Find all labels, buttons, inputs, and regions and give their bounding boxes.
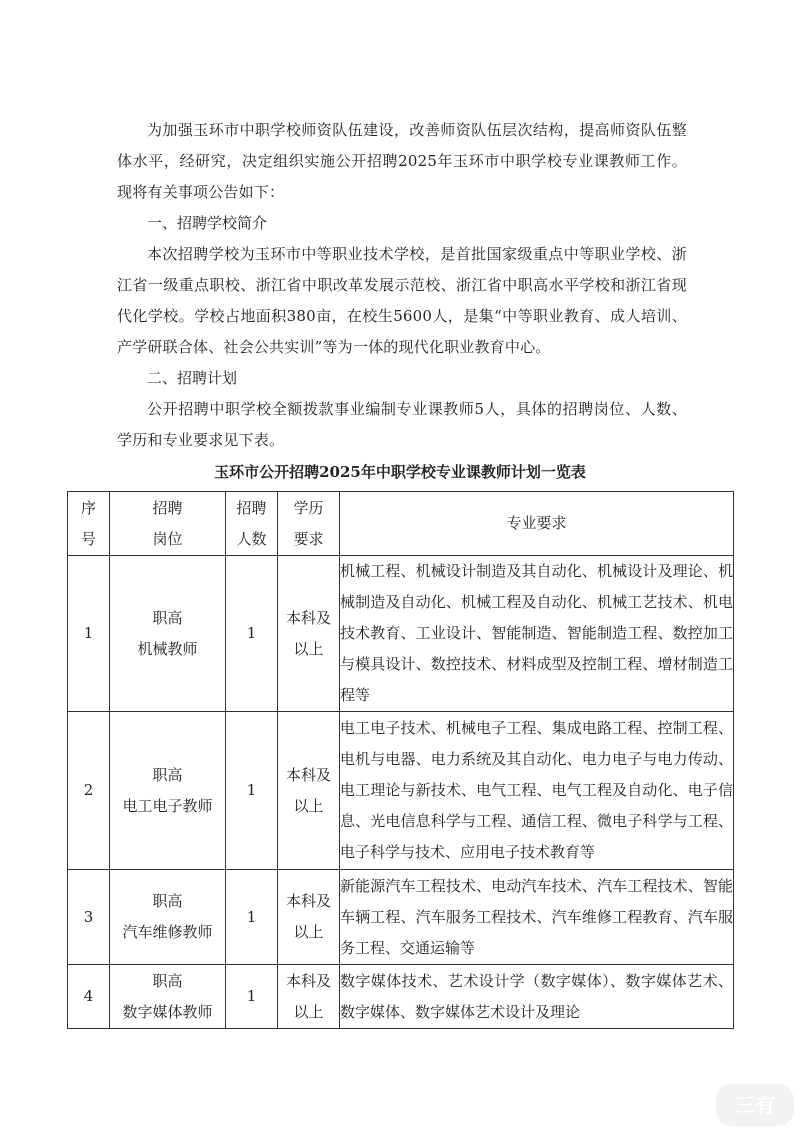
- row-count: 1: [226, 712, 278, 870]
- row-no: 3: [68, 870, 110, 965]
- header-no: 序 号: [68, 492, 110, 556]
- row-count: 1: [226, 965, 278, 1029]
- row-no: 2: [68, 712, 110, 870]
- row-major: 新能源汽车工程技术、电动汽车技术、汽车工程技术、智能车辆工程、汽车服务工程技术、汽车维修工程教育、汽车服务工程、交通运输等: [340, 870, 734, 965]
- row-major: 机械工程、机械设计制造及其自动化、机械设计及理论、机械制造及自动化、机械工程及自动化、机械工艺技术、机电技术教育、工业设计、智能制造、智能制造工程、数控加工与模具设计、数控技术、材料成型及控制工程、增材制造工程等: [340, 556, 734, 712]
- header-major: 专业要求: [340, 492, 734, 556]
- school-intro-paragraph: 本次招聘学校为玉环市中等职业技术学校，是首批国家级重点中等职业学校、浙江省一级重点职校、浙江省中职改革发展示范校、浙江省中职高水平学校和浙江省现代化学校。学校占地面积380亩，在校生5600人，是集“中等职业教育、成人培训、产学研联合体、社会公共实训”等为一体的现代化职业教育中心。: [117, 245, 687, 356]
- table-row: [68, 556, 734, 712]
- row-no: 4: [68, 965, 110, 1029]
- row-count: 1: [226, 556, 278, 712]
- row-post: 职高 汽车维修教师: [110, 870, 226, 965]
- table-row: [68, 870, 734, 965]
- row-education: 本科及 以上: [278, 965, 340, 1029]
- row-education: 本科及 以上: [278, 556, 340, 712]
- row-education: 本科及 以上: [278, 870, 340, 965]
- header-education: 学历 要求: [278, 492, 340, 556]
- table-header-row: [68, 492, 734, 556]
- table-title: 玉环市公开招聘2025年中职学校专业课教师计划一览表: [214, 463, 586, 481]
- plan-paragraph: 公开招聘中职学校全额拨款事业编制专业课教师5人，具体的招聘岗位、人数、学历和专业要求见下表。: [117, 400, 687, 449]
- row-education: 本科及 以上: [278, 712, 340, 870]
- row-no: 1: [68, 556, 110, 712]
- row-post: 职高 机械教师: [110, 556, 226, 712]
- row-major: 电工电子技术、机械电子工程、集成电路工程、控制工程、电机与电器、电力系统及其自动化、电力电子与电力传动、电工理论与新技术、电气工程、电气工程及自动化、电子信息、光电信息科学与工程、通信工程、微电子科学与工程、电子科学与技术、应用电子技术教育等: [340, 712, 734, 870]
- section-heading-plan: 二、招聘计划: [147, 369, 238, 387]
- row-count: 1: [226, 870, 278, 965]
- recruitment-plan-table: [67, 491, 734, 1029]
- intro-paragraph: 为加强玉环市中职学校师资队伍建设，改善师资队伍层次结构，提高师资队伍整体水平，经研究，决定组织实施公开招聘2025年玉环市中职学校专业课教师工作。现将有关事项公告如下：: [117, 121, 687, 201]
- header-count: 招聘 人数: [226, 492, 278, 556]
- row-major: 数字媒体技术、艺术设计学（数字媒体）、数字媒体艺术、数字媒体、数字媒体艺术设计及理论: [340, 965, 734, 1029]
- section-heading-school: 一、招聘学校简介: [147, 214, 268, 232]
- row-post: 职高 数字媒体教师: [110, 965, 226, 1029]
- watermark-logo: 三有: [716, 1084, 794, 1126]
- header-post: 招聘 岗位: [110, 492, 226, 556]
- table-row: [68, 712, 734, 870]
- table-row: [68, 965, 734, 1029]
- row-post: 职高 电工电子教师: [110, 712, 226, 870]
